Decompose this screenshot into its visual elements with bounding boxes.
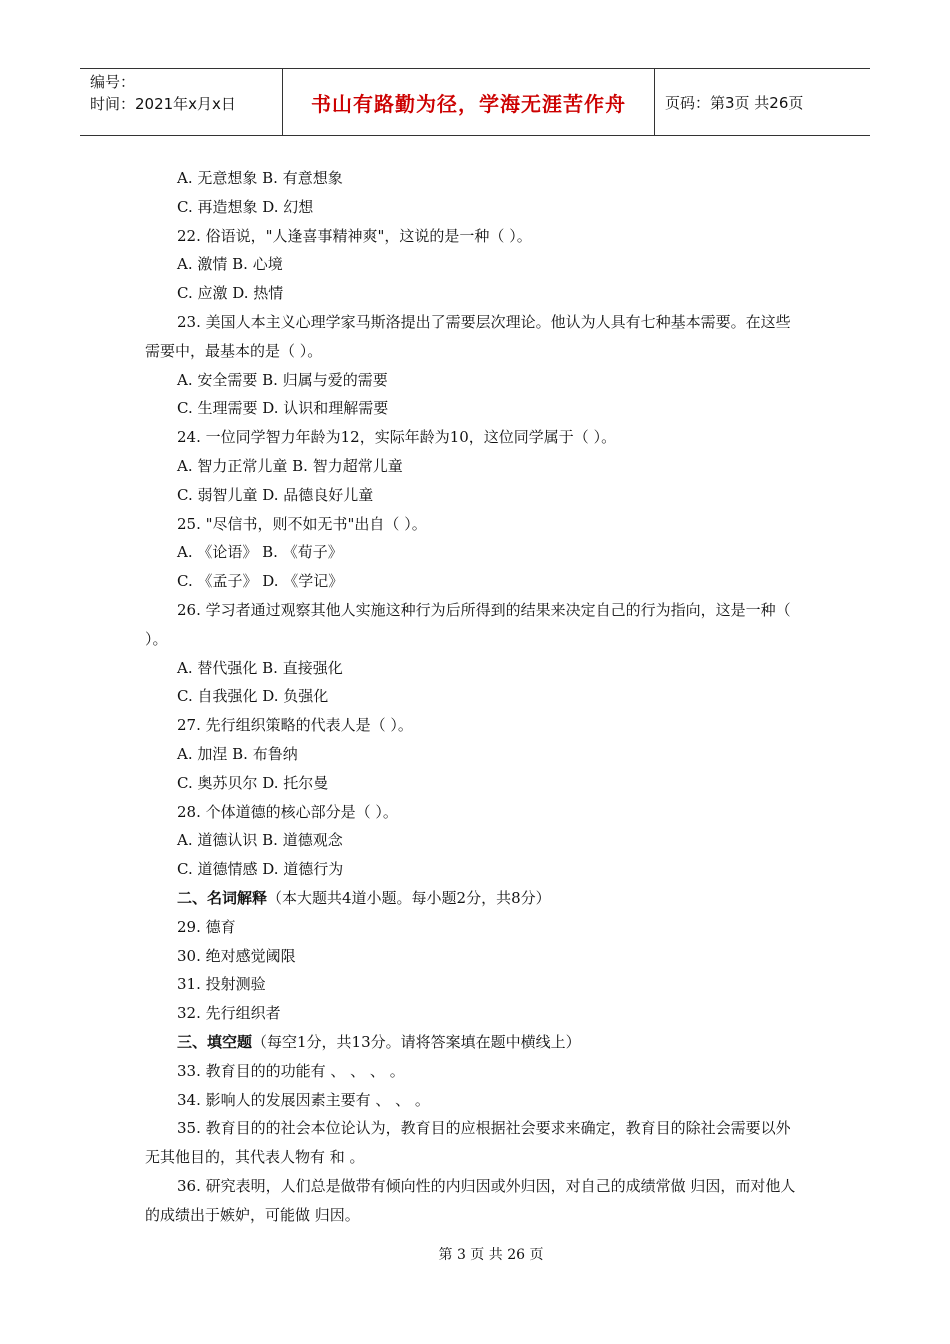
- document-line: [145, 1086, 805, 1115]
- line-text: （本大题共4道小题。每小题2分，共8分）: [267, 888, 551, 907]
- section-title: 二、名词解释: [177, 888, 268, 907]
- line-text: C. 《孟子》 D. 《学记》: [177, 572, 344, 591]
- document-line: [145, 913, 805, 942]
- line-text: C. 再造想象 D. 幻想: [177, 197, 314, 216]
- line-text: C. 应激 D. 热情: [177, 284, 284, 303]
- line-text: 23. 美国人本主义心理学家马斯洛提出了需要层次理论。他认为人具有七种基本需要。在这些需要中，最基本的是（ ）。: [145, 312, 791, 360]
- document-line: [145, 308, 805, 366]
- line-text: 27. 先行组织策略的代表人是（ ）。: [177, 716, 413, 735]
- document-line: [145, 711, 805, 740]
- document-line: [145, 279, 805, 308]
- line-text: A. 安全需要 B. 归属与爱的需要: [177, 370, 388, 389]
- line-text: 24. 一位同学智力年龄为12，实际年龄为10，这位同学属于（ ）。: [177, 428, 617, 447]
- header-page-code: 页码：第3页 共26页: [665, 93, 804, 112]
- header-time-label: 时间：2021年x月x日: [90, 95, 236, 113]
- document-line: [145, 826, 805, 855]
- document-line: [145, 250, 805, 279]
- document-line: [145, 740, 805, 769]
- document-line: [145, 481, 805, 510]
- line-text: 29. 德育: [177, 917, 236, 936]
- line-text: 35. 教育目的的社会本位论认为，教育目的应根据社会要求来确定，教育目的除社会需要以外无其他目的，其代表人物有 和 。: [145, 1119, 791, 1167]
- page-footer: 第 3 页 共 26 页: [438, 1247, 544, 1263]
- line-text: 26. 学习者通过观察其他人实施这种行为后所得到的结果来决定自己的行为指向，这是一种（ ）。: [145, 600, 791, 648]
- line-text: A. 替代强化 B. 直接强化: [177, 658, 343, 677]
- section-heading: [145, 884, 805, 913]
- document-line: [145, 769, 805, 798]
- document-line: [145, 164, 805, 193]
- line-text: 31. 投射测验: [177, 975, 266, 994]
- line-text: 22. 俗语说，"人逢喜事精神爽"，这说的是一种（ ）。: [177, 226, 532, 245]
- header-motto: 书山有路勤为径，学海无涯苦作舟: [282, 69, 655, 135]
- document-line: [145, 654, 805, 683]
- document-line: [145, 1057, 805, 1086]
- document-line: [145, 423, 805, 452]
- line-text: 33. 教育目的的功能有 、 、 、 。: [177, 1061, 405, 1080]
- line-text: A. 《论语》 B. 《荀子》: [177, 543, 343, 562]
- document-line: [145, 222, 805, 251]
- document-body: [145, 164, 805, 1229]
- page-header: [80, 68, 870, 136]
- line-text: A. 智力正常儿童 B. 智力超常儿童: [177, 456, 403, 475]
- line-text: 34. 影响人的发展因素主要有 、 、 。: [177, 1090, 430, 1109]
- document-line: [145, 855, 805, 884]
- line-text: C. 生理需要 D. 认识和理解需要: [177, 399, 389, 418]
- document-line: [145, 366, 805, 395]
- line-text: A. 道德认识 B. 道德观念: [177, 831, 343, 850]
- line-text: 36. 研究表明，人们总是做带有倾向性的内归因或外归因，对自己的成绩常做 归因，而对他人的成绩出于嫉妒，可能做 归因。: [145, 1176, 796, 1224]
- document-line: [145, 682, 805, 711]
- document-line: [145, 999, 805, 1028]
- header-number-label: 编号：: [90, 73, 136, 91]
- document-line: [145, 970, 805, 999]
- document-line: [145, 538, 805, 567]
- document-line: [145, 798, 805, 827]
- document-line: [145, 510, 805, 539]
- document-line: [145, 394, 805, 423]
- line-text: A. 无意想象 B. 有意想象: [177, 169, 343, 187]
- line-text: C. 弱智儿童 D. 品德良好儿童: [177, 485, 374, 504]
- document-line: [145, 596, 805, 654]
- section-title: 三、填空题: [177, 1032, 253, 1051]
- line-text: 25. "尽信书，则不如无书"出自（ ）。: [177, 514, 427, 533]
- document-line: [145, 1114, 805, 1172]
- line-text: 30. 绝对感觉阈限: [177, 946, 296, 965]
- line-text: （每空1分，共13分。请将答案填在题中横线上）: [252, 1032, 581, 1051]
- line-text: 28. 个体道德的核心部分是（ ）。: [177, 802, 398, 821]
- document-line: [145, 567, 805, 596]
- line-text: A. 加涅 B. 布鲁纳: [177, 744, 298, 763]
- line-text: C. 奥苏贝尔 D. 托尔曼: [177, 773, 329, 792]
- document-line: [145, 452, 805, 481]
- section-heading: [145, 1028, 805, 1057]
- document-line: [145, 193, 805, 222]
- line-text: C. 道德情感 D. 道德行为: [177, 860, 344, 879]
- header-meta: [80, 69, 282, 135]
- document-line: [145, 1172, 805, 1230]
- line-text: A. 激情 B. 心境: [177, 255, 283, 274]
- line-text: 32. 先行组织者: [177, 1004, 281, 1023]
- document-line: [145, 942, 805, 971]
- line-text: C. 自我强化 D. 负强化: [177, 687, 329, 706]
